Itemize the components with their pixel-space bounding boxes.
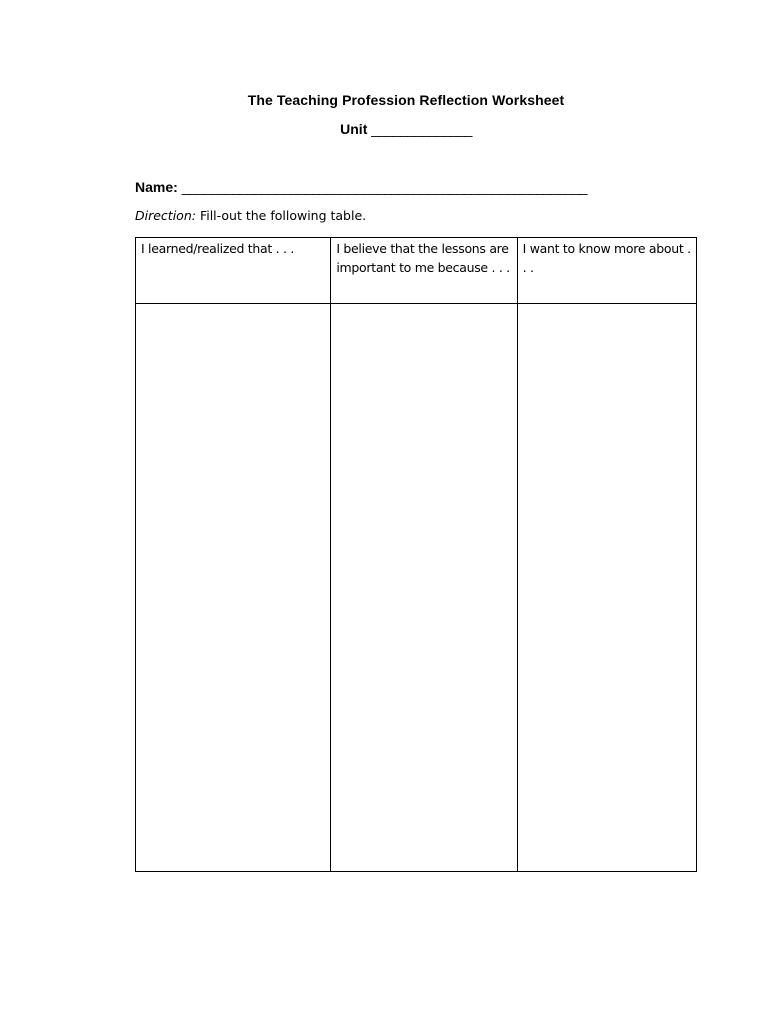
direction-line	[135, 208, 366, 223]
direction-label: Direction:	[135, 208, 196, 223]
table-row	[136, 304, 697, 872]
name-label: Name:	[135, 179, 178, 195]
answer-cell-learned[interactable]	[136, 304, 331, 872]
unit-label: Unit	[340, 121, 368, 137]
direction-text: Fill-out the following table.	[199, 208, 367, 223]
table-header-row	[136, 238, 697, 304]
reflection-table	[135, 237, 697, 872]
column-header-believe: I believe that the lessons are important to me because . . .	[331, 238, 517, 304]
worksheet-title: The Teaching Profession Reflection Worksheet	[247, 92, 565, 108]
answer-cell-believe[interactable]	[331, 304, 517, 872]
unit-line	[0, 121, 768, 137]
answer-cell-want-to-know[interactable]	[517, 304, 696, 872]
column-header-want-to-know: I want to know more about . . .	[517, 238, 696, 304]
name-line	[135, 179, 735, 195]
unit-blank-field[interactable]: ______________	[371, 121, 472, 137]
column-header-learned: I learned/realized that . . .	[136, 238, 331, 304]
name-blank-field[interactable]: ________________________________________________________	[181, 179, 587, 195]
